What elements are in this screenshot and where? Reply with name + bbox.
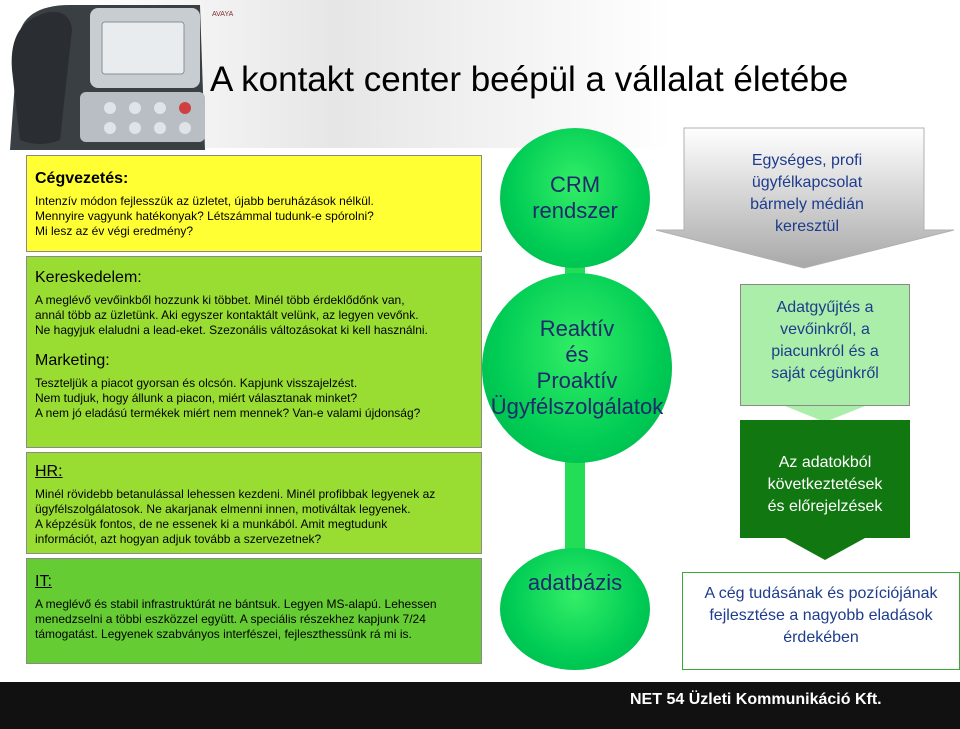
arrow-text [700,150,914,238]
ceo-line: Mi lesz az év végi eredmény? [35,224,194,238]
reaktiv-text: Ügyfélszolgálatok [490,394,664,419]
ceo-box [26,155,482,252]
ceg-line: érdekében [783,629,859,646]
arrow-line: ügyfélkapcsolat [751,174,863,191]
crm-text: CRM [549,172,601,197]
phone-image [0,0,234,150]
hr-heading: HR: [35,463,63,480]
database-circle [500,548,650,670]
sales-line: A meglévő vevőinkből hozzunk ki többet. Minél több érdeklődőnk van, [35,293,405,307]
hr-line: ügyfélszolgálatosok. Ne akarjanak elmenni innen, motiváltak legyenek. [35,502,411,516]
reaktiv-text: Reaktív [539,316,615,341]
database-text: adatbázis [527,570,623,595]
connector-bar [565,455,585,555]
crm-text: rendszer [532,198,618,223]
arrow-line: Egységes, profi [751,152,863,169]
hr-line: A képzésük fontos, de ne essenek ki a munkából. Amit megtudunk [35,517,388,531]
ceo-line: Mennyire vagyunk hatékonyak? Létszámmal tudunk-e spórolni? [35,209,374,223]
kovet-line: és előrejelzések [767,498,883,515]
arrow-line: bármely médián [750,196,864,213]
data-collection-box [740,284,910,406]
marketing-line: Teszteljük a piacot gyorsan és olcsón. Kapjunk visszajelzést. [35,376,358,390]
hr-box [26,452,482,554]
company-knowledge-box [682,572,960,670]
sales-line: Ne hagyjuk elaludni a lead-eket. Szezonális változásokat ki kell használni. [35,323,428,337]
page-title: A kontakt center beépül a vállalat életébe [210,60,849,99]
it-line: A meglévő és stabil infrastruktúrát ne bántsuk. Legyen MS-alapú. Lehessen [35,597,437,611]
adat-line: vevőinkről, a [780,321,870,338]
kovet-line: Az adatokból [778,454,872,471]
hr-line: Minél rövidebb betanulással lehessen kezdeni. Minél profibbak legyenek az [35,487,436,501]
down-triangle [785,538,865,560]
crm-circle [500,128,650,268]
reaktiv-text: és [565,342,589,367]
footer-company: NET 54 Üzleti Kommunikáció Kft. [630,691,882,708]
adat-line: saját cégünkről [771,365,879,382]
sales-line: annál több az üzletünk. Aki egyszer kontaktált velünk, az legyen vevőnk. [35,308,419,322]
ceg-line: fejlesztése a nagyobb eladások [709,607,933,624]
phone-brand: AVAYA [212,11,234,18]
sales-marketing-box [26,256,482,448]
it-box [26,558,482,664]
kovet-line: következtetések [767,476,883,493]
marketing-line: A nem jó eladású termékek miért nem mennek? Van-e valami újdonság? [35,406,421,420]
arrow-line: keresztül [774,218,840,235]
it-line: támogatást. Legyenek szabványos interfészei, fejleszthessünk rá mi is. [35,627,412,641]
marketing-line: Nem tudjuk, hogy állunk a piacon, miért választanak minket? [35,391,358,405]
reaktiv-text: Proaktív [536,368,618,393]
it-line: menedzselni a többi eszközzel együtt. A speciális részekhez kapjunk 7/24 [35,612,426,626]
marketing-heading: Marketing: [35,352,110,369]
ceg-line: A cég tudásának és pozíciójának [704,585,938,602]
reaktiv-proaktiv-circle [482,273,672,463]
adat-line: Adatgyűjtés a [776,299,874,316]
hr-line: információt, azt hogyan adjuk tovább a szervezetnek? [35,532,322,546]
it-heading: IT: [35,573,52,590]
conclusions-box [740,420,910,538]
sales-heading: Kereskedelem: [35,269,142,286]
adat-line: piacunkról és a [771,343,879,360]
ceo-heading: Cégvezetés: [35,170,129,187]
ceo-line: Intenzív módon fejlesszük az üzletet, újabb beruházások nélkül. [35,194,374,208]
